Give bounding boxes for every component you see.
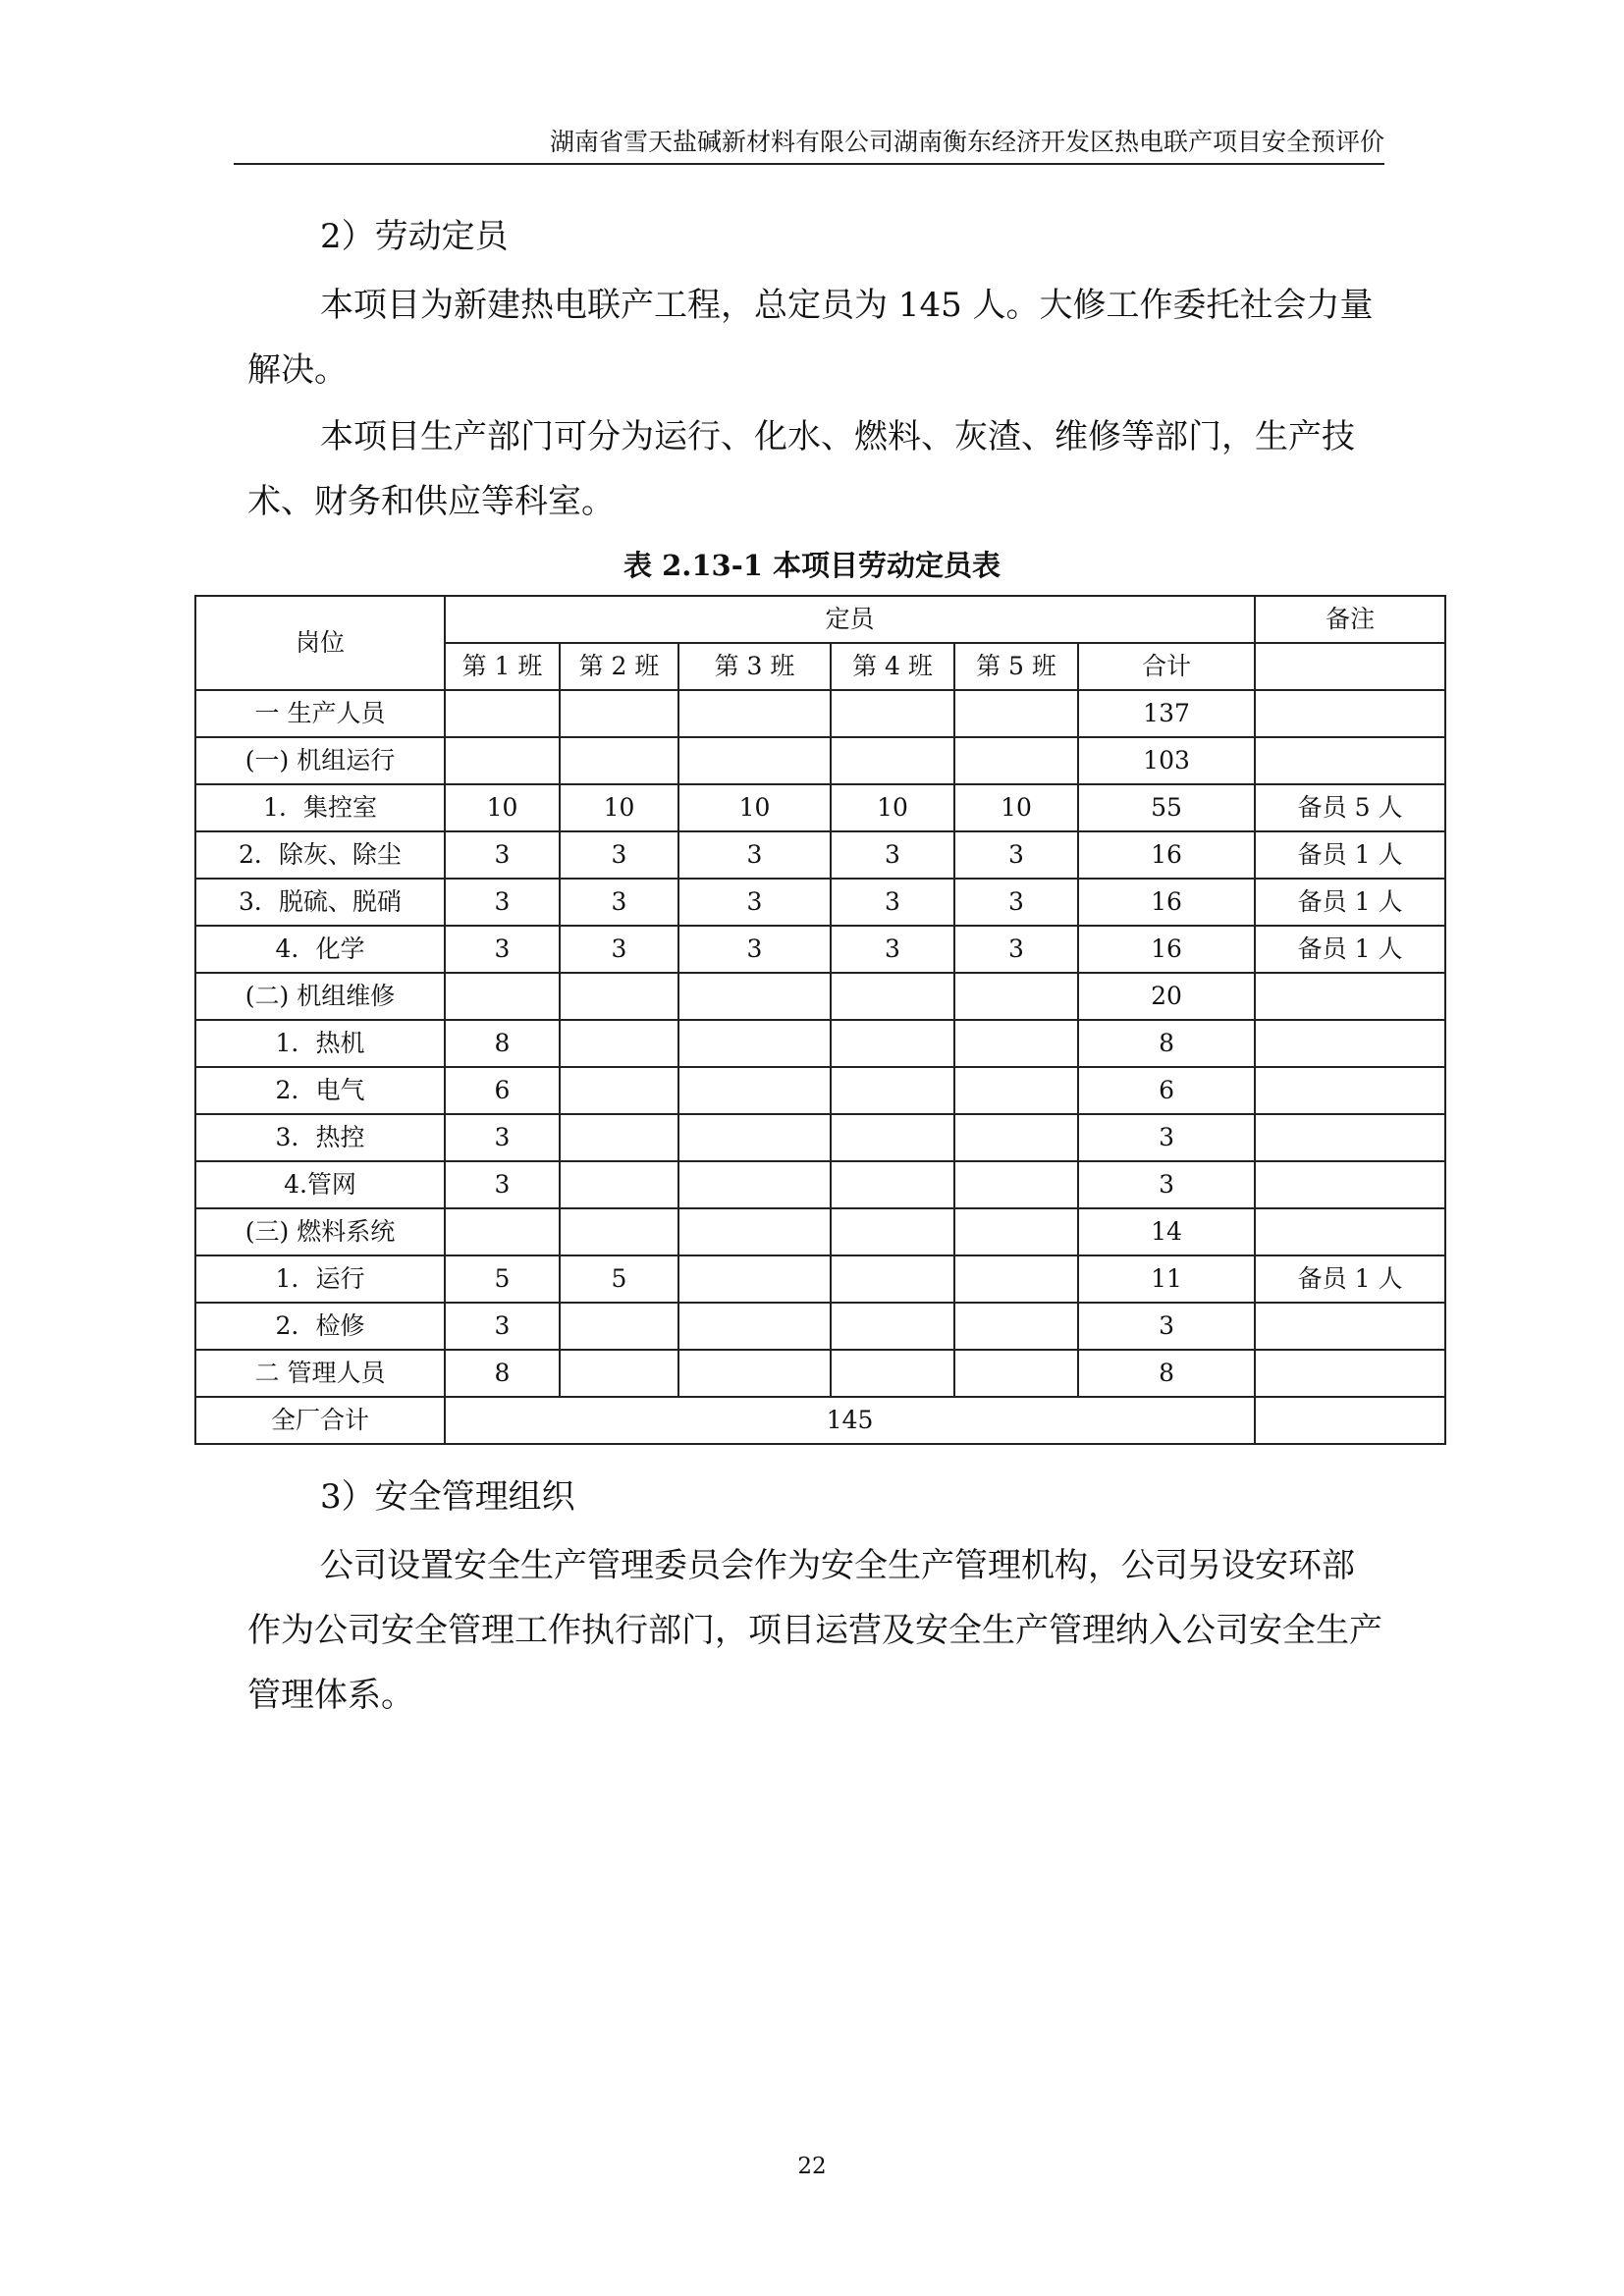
shift-cell bbox=[954, 1020, 1078, 1067]
shift-cell: 10 bbox=[831, 784, 954, 831]
row-label: 1．集控室 bbox=[195, 784, 445, 831]
shift-cell bbox=[831, 1255, 954, 1303]
shift-cell bbox=[954, 1114, 1078, 1161]
shift-cell bbox=[678, 1114, 831, 1161]
row-label: (二) 机组维修 bbox=[195, 973, 445, 1020]
shift-cell bbox=[560, 1350, 678, 1397]
row-remark bbox=[1255, 1303, 1445, 1350]
shift-cell: 3 bbox=[445, 1161, 560, 1208]
shift-cell bbox=[954, 1161, 1078, 1208]
row-remark: 备员 5 人 bbox=[1255, 784, 1445, 831]
row-total: 3 bbox=[1078, 1161, 1255, 1208]
shift-cell bbox=[954, 1208, 1078, 1255]
staffing-table-body bbox=[195, 690, 1445, 1397]
shift-cell bbox=[831, 1350, 954, 1397]
table-row bbox=[195, 1114, 1445, 1161]
row-label: 4.管网 bbox=[195, 1161, 445, 1208]
table-row bbox=[195, 831, 1445, 879]
paragraph-safety-organization: 公司设置安全生产管理委员会作为安全生产管理机构，公司另设安环部作为公司安全管理工作执行部门，项目运营及安全生产管理纳入公司安全生产管理体系。 bbox=[247, 1546, 1382, 1715]
row-label: 3．热控 bbox=[195, 1114, 445, 1161]
shift-cell: 10 bbox=[954, 784, 1078, 831]
row-total: 137 bbox=[1078, 690, 1255, 737]
row-label: 1．热机 bbox=[195, 1020, 445, 1067]
row-remark bbox=[1255, 1350, 1445, 1397]
row-remark bbox=[1255, 1114, 1445, 1161]
shift-cell: 3 bbox=[445, 1114, 560, 1161]
shift-cell bbox=[678, 1208, 831, 1255]
section-heading-safety-organization: 3）安全管理组织 bbox=[320, 1477, 575, 1517]
shift-cell bbox=[954, 737, 1078, 784]
row-label: 2．电气 bbox=[195, 1067, 445, 1114]
row-total: 16 bbox=[1078, 926, 1255, 973]
header-remark-blank bbox=[1255, 643, 1445, 690]
row-label: 2．检修 bbox=[195, 1303, 445, 1350]
shift-cell bbox=[560, 737, 678, 784]
shift-cell: 3 bbox=[445, 1303, 560, 1350]
row-label: (一) 机组运行 bbox=[195, 737, 445, 784]
shift-cell: 6 bbox=[445, 1067, 560, 1114]
shift-cell: 3 bbox=[831, 926, 954, 973]
shift-cell bbox=[831, 1303, 954, 1350]
shift-cell: 5 bbox=[560, 1255, 678, 1303]
shift-cell: 3 bbox=[445, 926, 560, 973]
shift-cell: 3 bbox=[445, 831, 560, 879]
row-total: 55 bbox=[1078, 784, 1255, 831]
table-row bbox=[195, 690, 1445, 737]
shift-cell: 10 bbox=[445, 784, 560, 831]
table-row bbox=[195, 1303, 1445, 1350]
shift-cell bbox=[560, 973, 678, 1020]
shift-cell: 3 bbox=[445, 879, 560, 926]
row-label: 4．化学 bbox=[195, 926, 445, 973]
row-remark: 备员 1 人 bbox=[1255, 926, 1445, 973]
header-staff: 定员 bbox=[445, 596, 1255, 643]
shift-cell bbox=[954, 1350, 1078, 1397]
table-row bbox=[195, 1067, 1445, 1114]
row-total: 8 bbox=[1078, 1350, 1255, 1397]
shift-cell: 3 bbox=[954, 879, 1078, 926]
shift-cell: 3 bbox=[560, 879, 678, 926]
shift-cell bbox=[445, 1208, 560, 1255]
row-remark bbox=[1255, 1020, 1445, 1067]
row-total: 8 bbox=[1078, 1020, 1255, 1067]
shift-cell bbox=[678, 1020, 831, 1067]
shift-cell: 3 bbox=[954, 831, 1078, 879]
staffing-table bbox=[194, 595, 1446, 1445]
row-remark bbox=[1255, 1208, 1445, 1255]
table-row bbox=[195, 973, 1445, 1020]
shift-cell bbox=[831, 973, 954, 1020]
row-remark bbox=[1255, 1067, 1445, 1114]
row-total: 3 bbox=[1078, 1114, 1255, 1161]
shift-cell: 8 bbox=[445, 1020, 560, 1067]
row-remark bbox=[1255, 973, 1445, 1020]
shift-cell: 3 bbox=[678, 831, 831, 879]
shift-cell bbox=[831, 690, 954, 737]
shift-cell bbox=[560, 1303, 678, 1350]
shift-cell bbox=[678, 973, 831, 1020]
shift-cell bbox=[954, 1067, 1078, 1114]
table-row bbox=[195, 784, 1445, 831]
section-heading-labor-staffing: 2）劳动定员 bbox=[320, 217, 509, 256]
paragraph-departments: 本项目生产部门可分为运行、化水、燃料、灰渣、维修等部门，生产技术、财务和供应等科室。 bbox=[247, 417, 1355, 521]
row-label: 1．运行 bbox=[195, 1255, 445, 1303]
header-remark: 备注 bbox=[1255, 596, 1445, 643]
row-remark: 备员 1 人 bbox=[1255, 831, 1445, 879]
shift-cell bbox=[560, 1020, 678, 1067]
shift-cell: 3 bbox=[954, 926, 1078, 973]
row-total: 3 bbox=[1078, 1303, 1255, 1350]
shift-cell bbox=[560, 1067, 678, 1114]
row-total: 11 bbox=[1078, 1255, 1255, 1303]
header-shift-4: 第 4 班 bbox=[831, 643, 954, 690]
page-number: 22 bbox=[797, 2154, 827, 2179]
table-row bbox=[195, 1161, 1445, 1208]
table-caption: 表 2.13-1 本项目劳动定员表 bbox=[623, 549, 1001, 582]
table-row-total bbox=[195, 1397, 1445, 1444]
row-total: 16 bbox=[1078, 831, 1255, 879]
table-row bbox=[195, 1255, 1445, 1303]
shift-cell bbox=[678, 1350, 831, 1397]
row-total: 103 bbox=[1078, 737, 1255, 784]
header-total: 合计 bbox=[1078, 643, 1255, 690]
header-shift-2: 第 2 班 bbox=[560, 643, 678, 690]
shift-cell bbox=[678, 690, 831, 737]
row-label: 二 管理人员 bbox=[195, 1350, 445, 1397]
shift-cell: 3 bbox=[831, 879, 954, 926]
shift-cell bbox=[831, 1114, 954, 1161]
row-label: 3．脱硫、脱硝 bbox=[195, 879, 445, 926]
table-row bbox=[195, 879, 1445, 926]
shift-cell bbox=[678, 1303, 831, 1350]
table-row bbox=[195, 737, 1445, 784]
row-remark bbox=[1255, 737, 1445, 784]
shift-cell: 3 bbox=[560, 926, 678, 973]
shift-cell: 8 bbox=[445, 1350, 560, 1397]
row-label: 2．除灰、除尘 bbox=[195, 831, 445, 879]
shift-cell bbox=[954, 1303, 1078, 1350]
shift-cell bbox=[445, 737, 560, 784]
header-shift-3: 第 3 班 bbox=[678, 643, 831, 690]
shift-cell bbox=[445, 973, 560, 1020]
table-row bbox=[195, 926, 1445, 973]
header-rule bbox=[234, 163, 1384, 165]
shift-cell: 3 bbox=[560, 831, 678, 879]
table-row bbox=[195, 1208, 1445, 1255]
row-label: (三) 燃料系统 bbox=[195, 1208, 445, 1255]
shift-cell bbox=[678, 1255, 831, 1303]
shift-cell: 5 bbox=[445, 1255, 560, 1303]
shift-cell: 3 bbox=[678, 879, 831, 926]
row-total: 20 bbox=[1078, 973, 1255, 1020]
row-total: 16 bbox=[1078, 879, 1255, 926]
shift-cell: 10 bbox=[560, 784, 678, 831]
row-remark: 备员 1 人 bbox=[1255, 879, 1445, 926]
shift-cell bbox=[560, 1161, 678, 1208]
shift-cell bbox=[954, 690, 1078, 737]
shift-cell bbox=[831, 1020, 954, 1067]
shift-cell bbox=[560, 1208, 678, 1255]
paragraph-total-staff: 本项目为新建热电联产工程，总定员为 145 人。大修工作委托社会力量解决。 bbox=[247, 286, 1374, 390]
row-remark bbox=[1255, 1161, 1445, 1208]
shift-cell bbox=[445, 690, 560, 737]
row-remark bbox=[1255, 690, 1445, 737]
shift-cell bbox=[831, 1208, 954, 1255]
shift-cell bbox=[831, 1067, 954, 1114]
shift-cell bbox=[831, 737, 954, 784]
row-label: 一 生产人员 bbox=[195, 690, 445, 737]
table-row bbox=[195, 1350, 1445, 1397]
header-shift-1: 第 1 班 bbox=[445, 643, 560, 690]
total-label: 全厂合计 bbox=[195, 1397, 445, 1444]
shift-cell bbox=[678, 1067, 831, 1114]
row-total: 14 bbox=[1078, 1208, 1255, 1255]
header-shift-5: 第 5 班 bbox=[954, 643, 1078, 690]
shift-cell: 3 bbox=[678, 926, 831, 973]
table-row bbox=[195, 1020, 1445, 1067]
shift-cell bbox=[954, 1255, 1078, 1303]
row-remark: 备员 1 人 bbox=[1255, 1255, 1445, 1303]
header-position: 岗位 bbox=[195, 596, 445, 690]
row-total: 6 bbox=[1078, 1067, 1255, 1114]
shift-cell bbox=[954, 973, 1078, 1020]
document-header: 湖南省雪天盐碱新材料有限公司湖南衡东经济开发区热电联产项目安全预评价 bbox=[549, 128, 1384, 156]
shift-cell: 10 bbox=[678, 784, 831, 831]
shift-cell: 3 bbox=[831, 831, 954, 879]
shift-cell bbox=[831, 1161, 954, 1208]
shift-cell bbox=[678, 1161, 831, 1208]
shift-cell bbox=[560, 1114, 678, 1161]
total-value: 145 bbox=[445, 1397, 1255, 1444]
shift-cell bbox=[560, 690, 678, 737]
total-remark bbox=[1255, 1397, 1445, 1444]
shift-cell bbox=[678, 737, 831, 784]
